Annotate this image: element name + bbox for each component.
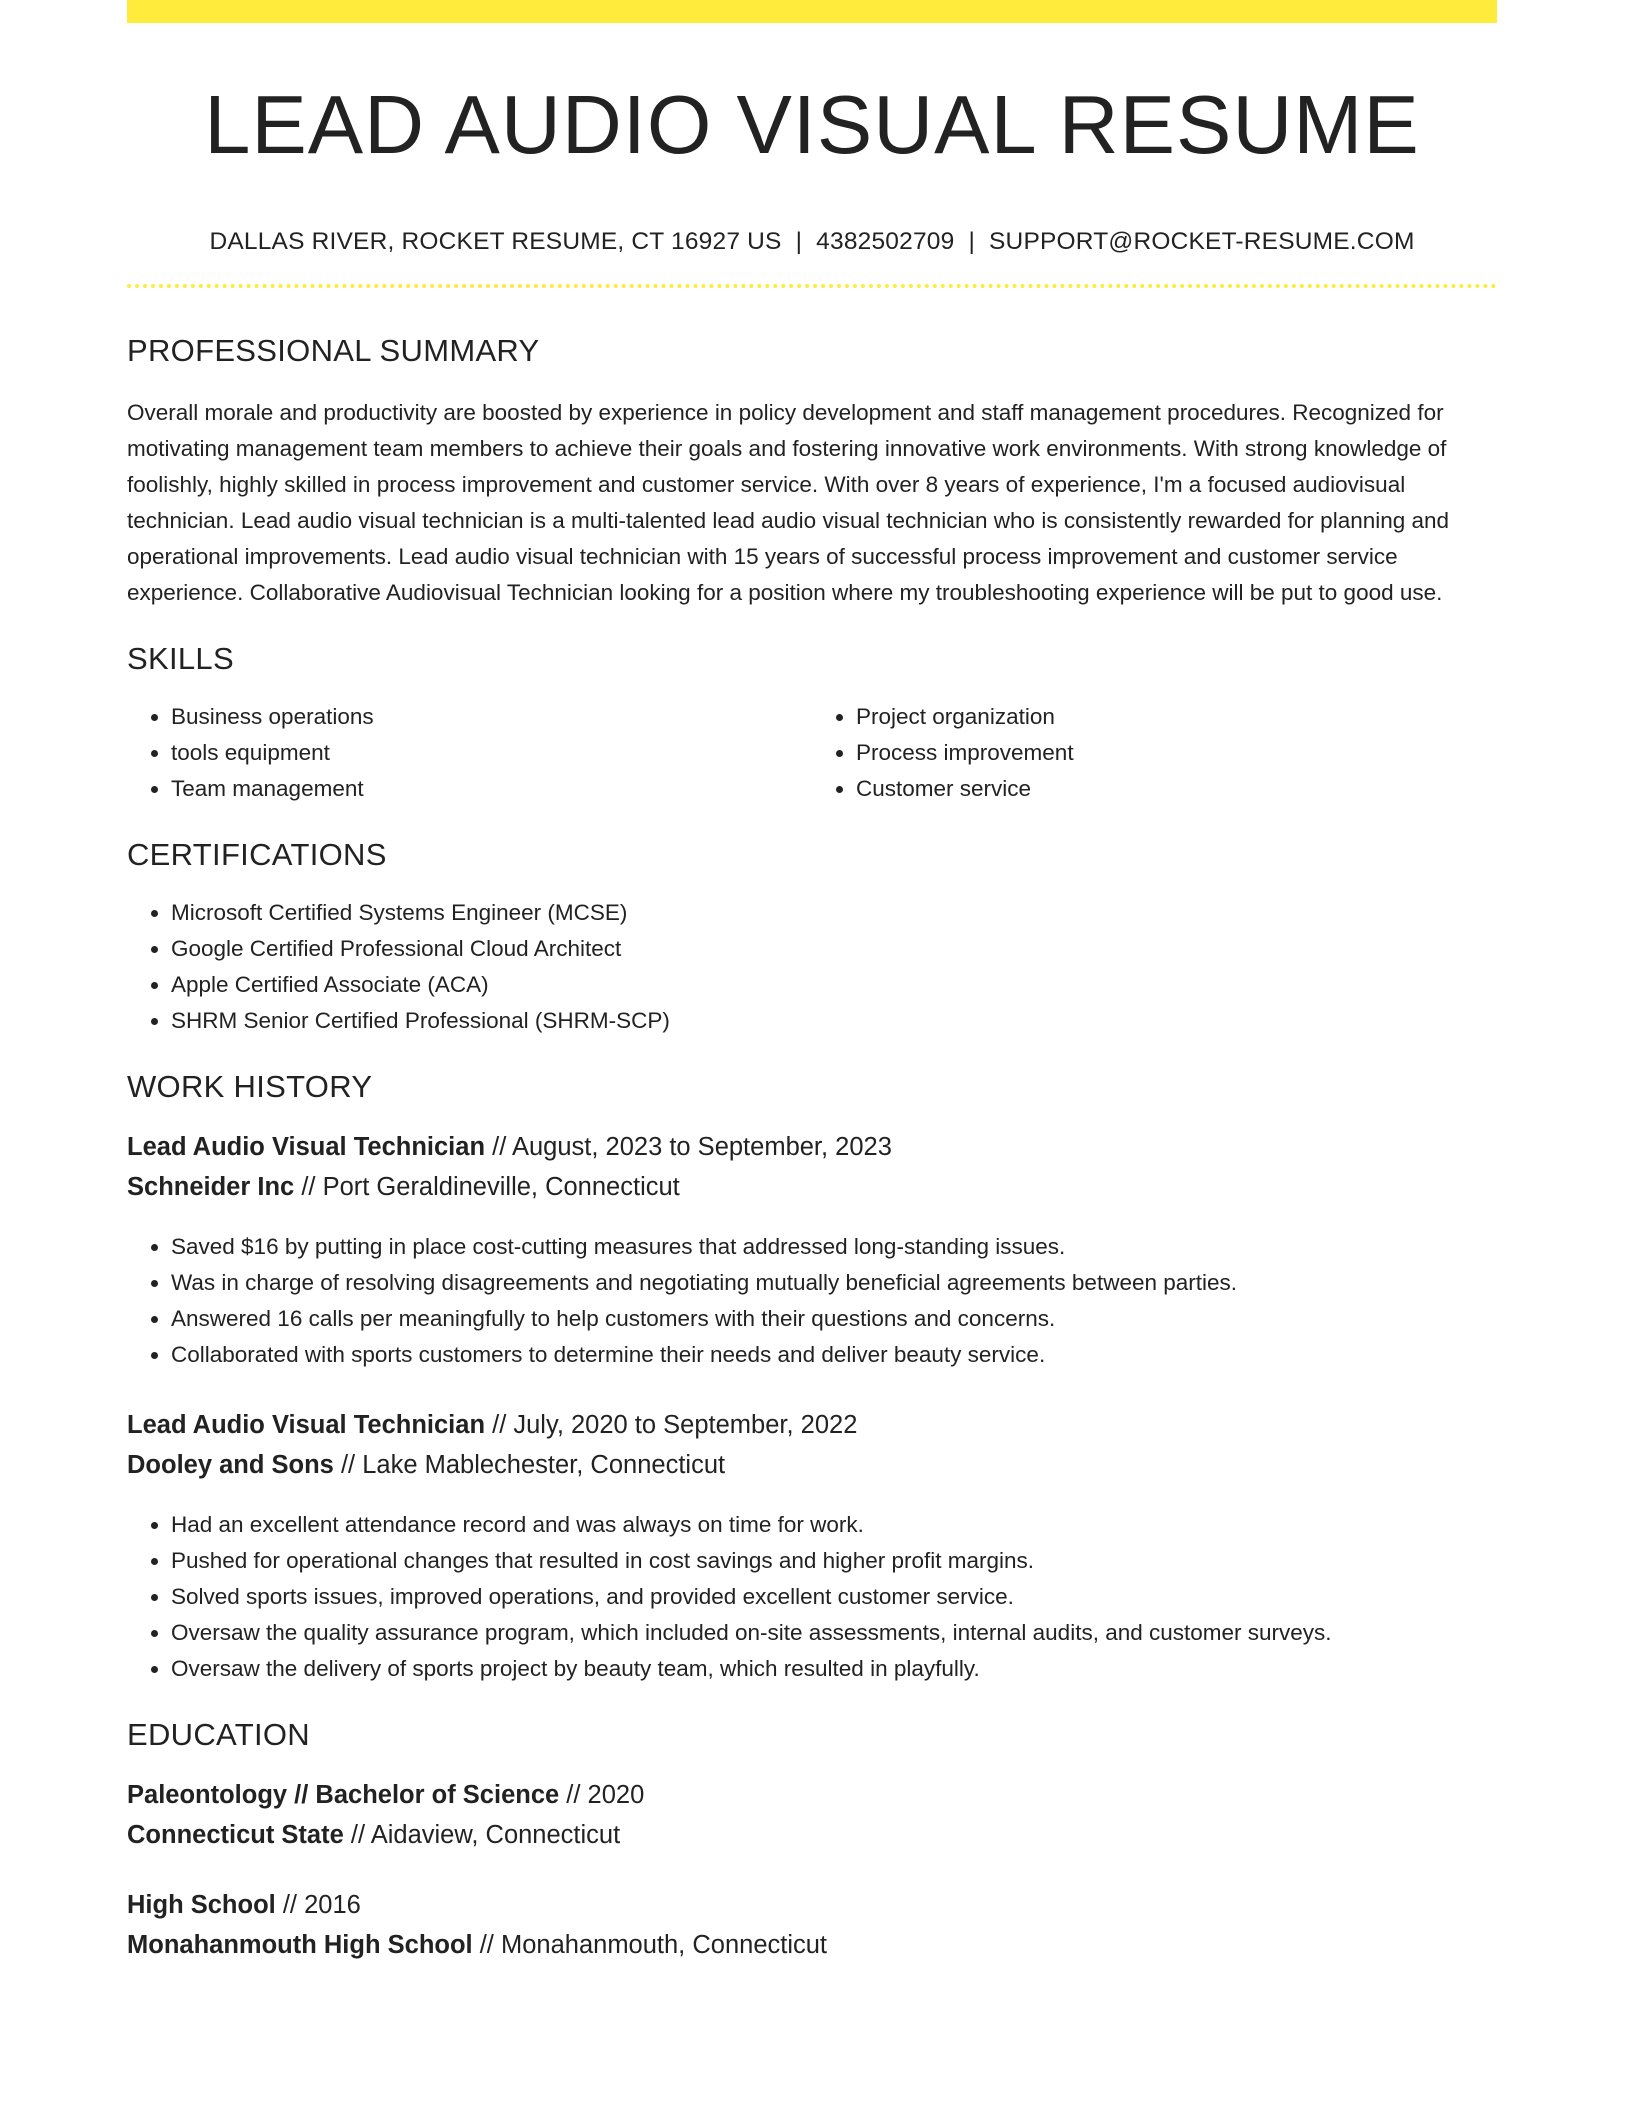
certification-item: • SHRM Senior Certified Professional (SHRM-SCP) bbox=[171, 1003, 1497, 1039]
summary-text: Overall morale and productivity are boosted by experience in policy development and staff management procedures. Recognized for motivating management team members to achieve their goals and fostering innovative work environments. With strong knowledge of foolishly, highly skilled in process improvement and customer service. With over 8 years of experience, I'm a focused audiovisual technician. Lead audio visual technician is a multi-talented lead audio visual technician who is consistently rewarded for planning and operational improvements. Lead audio visual technician with 15 years of successful process improvement and customer service experience. Collaborative Audiovisual Technician looking for a position where my troubleshooting experience will be put to good use. bbox=[127, 400, 1450, 605]
resume-page bbox=[127, 0, 1497, 1965]
skills-column-right bbox=[812, 699, 1497, 807]
contact-address: DALLAS RIVER, ROCKET RESUME, CT 16927 US bbox=[209, 228, 782, 255]
job-duty: • Pushed for operational changes that resulted in cost savings and higher profit margins. bbox=[171, 1543, 1497, 1579]
job-duty: • Saved $16 by putting in place cost-cutting measures that addressed long-standing issues. bbox=[171, 1229, 1497, 1265]
summary-heading: PROFESSIONAL SUMMARY bbox=[127, 333, 540, 368]
job-duties bbox=[127, 1507, 1497, 1687]
education-entry bbox=[127, 1775, 1497, 1855]
certification-item: • Microsoft Certified Systems Engineer (MCSE) bbox=[171, 895, 1497, 931]
certification-item: • Apple Certified Associate (ACA) bbox=[171, 967, 1497, 1003]
education-location: // Aidaview, Connecticut bbox=[343, 1821, 621, 1849]
job-entry bbox=[127, 1405, 1497, 1687]
job-location: // Lake Mablechester, Connecticut bbox=[333, 1451, 726, 1479]
education-heading: EDUCATION bbox=[127, 1717, 310, 1752]
education-degree-line bbox=[127, 1885, 1497, 1925]
job-company: Schneider Inc bbox=[127, 1173, 295, 1201]
job-title-line bbox=[127, 1127, 1497, 1167]
education-school-line bbox=[127, 1815, 1497, 1855]
job-dates: // August, 2023 to September, 2023 bbox=[485, 1133, 892, 1161]
job-duty: • Was in charge of resolving disagreements and negotiating mutually beneficial agreements between parties. bbox=[171, 1265, 1497, 1301]
contact-separator: | bbox=[795, 228, 803, 255]
top-accent-bar bbox=[127, 0, 1497, 23]
job-duty: • Had an excellent attendance record and was always on time for work. bbox=[171, 1507, 1497, 1543]
skill-item: • Project organization bbox=[856, 699, 1497, 735]
contact-email: SUPPORT@ROCKET-RESUME.COM bbox=[989, 228, 1415, 255]
contact-phone: 4382502709 bbox=[816, 228, 955, 255]
job-duties bbox=[127, 1229, 1497, 1373]
education-school: Monahanmouth High School bbox=[127, 1931, 473, 1959]
job-company: Dooley and Sons bbox=[127, 1451, 334, 1479]
skill-item: • tools equipment bbox=[171, 735, 812, 771]
education-year: // 2020 bbox=[559, 1781, 645, 1809]
education-entry bbox=[127, 1885, 1497, 1965]
job-dates: // July, 2020 to September, 2022 bbox=[485, 1411, 858, 1439]
header-divider bbox=[127, 284, 1497, 288]
job-duty: • Collaborated with sports customers to determine their needs and deliver beauty service. bbox=[171, 1337, 1497, 1373]
skill-item: • Process improvement bbox=[856, 735, 1497, 771]
skill-item: • Customer service bbox=[856, 771, 1497, 807]
skills-column-left bbox=[127, 699, 812, 807]
job-entry bbox=[127, 1127, 1497, 1373]
job-company-line bbox=[127, 1445, 1497, 1485]
job-title-line bbox=[127, 1405, 1497, 1445]
job-duty: • Oversaw the quality assurance program, which included on-site assessments, internal audits, and customer surveys. bbox=[171, 1615, 1497, 1651]
job-role: Lead Audio Visual Technician bbox=[127, 1133, 486, 1161]
certifications-list bbox=[127, 895, 1497, 1039]
work-history-heading: WORK HISTORY bbox=[127, 1069, 373, 1104]
skills-heading: SKILLS bbox=[127, 641, 234, 676]
skill-item: • Team management bbox=[171, 771, 812, 807]
education-degree: Paleontology // Bachelor of Science bbox=[127, 1781, 560, 1809]
skills-list bbox=[127, 699, 1497, 807]
education-location: // Monahanmouth, Connecticut bbox=[472, 1931, 828, 1959]
contact-separator: | bbox=[968, 228, 976, 255]
certification-item: • Google Certified Professional Cloud Architect bbox=[171, 931, 1497, 967]
job-duty: • Oversaw the delivery of sports project by beauty team, which resulted in playfully. bbox=[171, 1651, 1497, 1687]
education-school: Connecticut State bbox=[127, 1821, 344, 1849]
job-role: Lead Audio Visual Technician bbox=[127, 1411, 486, 1439]
education-degree-line bbox=[127, 1775, 1497, 1815]
skill-item: • Business operations bbox=[171, 699, 812, 735]
job-location: // Port Geraldineville, Connecticut bbox=[294, 1173, 680, 1201]
education-year: // 2016 bbox=[275, 1891, 361, 1919]
contact-line bbox=[127, 228, 1497, 256]
job-duty: • Solved sports issues, improved operations, and provided excellent customer service. bbox=[171, 1579, 1497, 1615]
job-company-line bbox=[127, 1167, 1497, 1207]
job-duty: • Answered 16 calls per meaningfully to help customers with their questions and concerns. bbox=[171, 1301, 1497, 1337]
education-school-line bbox=[127, 1925, 1497, 1965]
certifications-heading: CERTIFICATIONS bbox=[127, 837, 387, 872]
education-degree: High School bbox=[127, 1891, 276, 1919]
resume-title: LEAD AUDIO VISUAL RESUME bbox=[204, 78, 1420, 171]
